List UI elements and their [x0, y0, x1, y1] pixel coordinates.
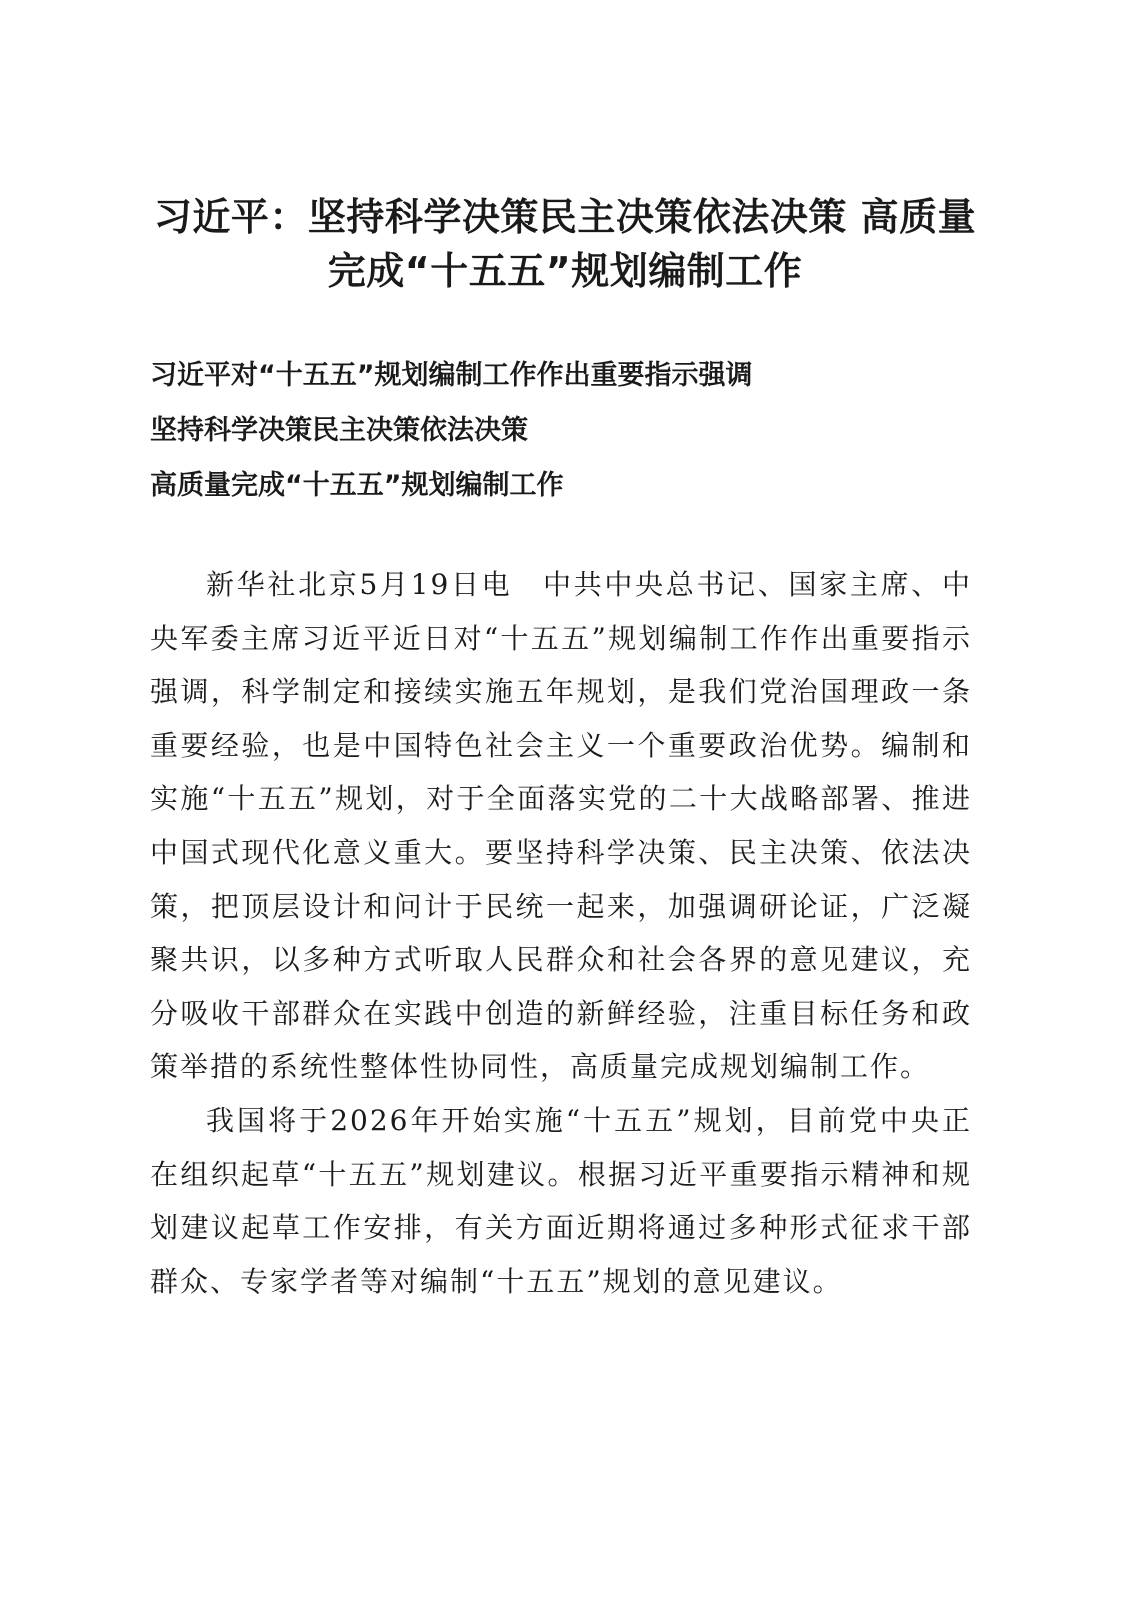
body-paragraph: 新华社北京5月19日电 中共中央总书记、国家主席、中央军委主席习近平近日对“十五五”规划编制工作作出重要指示强调，科学制定和接续实施五年规划，是我们党治国理政一条重要经验，也是中国特色社会主义一个重要政治优势。编制和实施“十五五”规划，对于全面落实党的二十大战略部署、推进中国式现代化意义重大。要坚持科学决策、民主决策、依法决策，把顶层设计和问计于民统一起来，加强调研论证，广泛凝聚共识，以多种方式听取人民群众和社会各界的意见建议，充分吸收干部群众在实践中创造的新鲜经验，注重目标任务和政策举措的系统性整体性协同性，高质量完成规划编制工作。 [150, 568, 972, 1084]
body-paragraph: 我国将于2026年开始实施“十五五”规划，目前党中央正在组织起草“十五五”规划建议。根据习近平重要指示精神和规划建议起草工作安排，有关方面近期将通过多种形式征求干部群众、专家学者等对编制“十五五”规划的意见建议。 [150, 1103, 972, 1298]
subtitle-line: 习近平对“十五五”规划编制工作作出重要指示强调 [150, 360, 753, 391]
subtitle-line: 高质量完成“十五五”规划编制工作 [150, 470, 564, 501]
page-title: 习近平：坚持科学决策民主决策依法决策 高质量完成“十五五”规划编制工作 [153, 195, 977, 293]
subtitle-block [150, 348, 980, 513]
subtitle-line: 坚持科学决策民主决策依法决策 [150, 415, 528, 446]
article-body [150, 558, 972, 1308]
